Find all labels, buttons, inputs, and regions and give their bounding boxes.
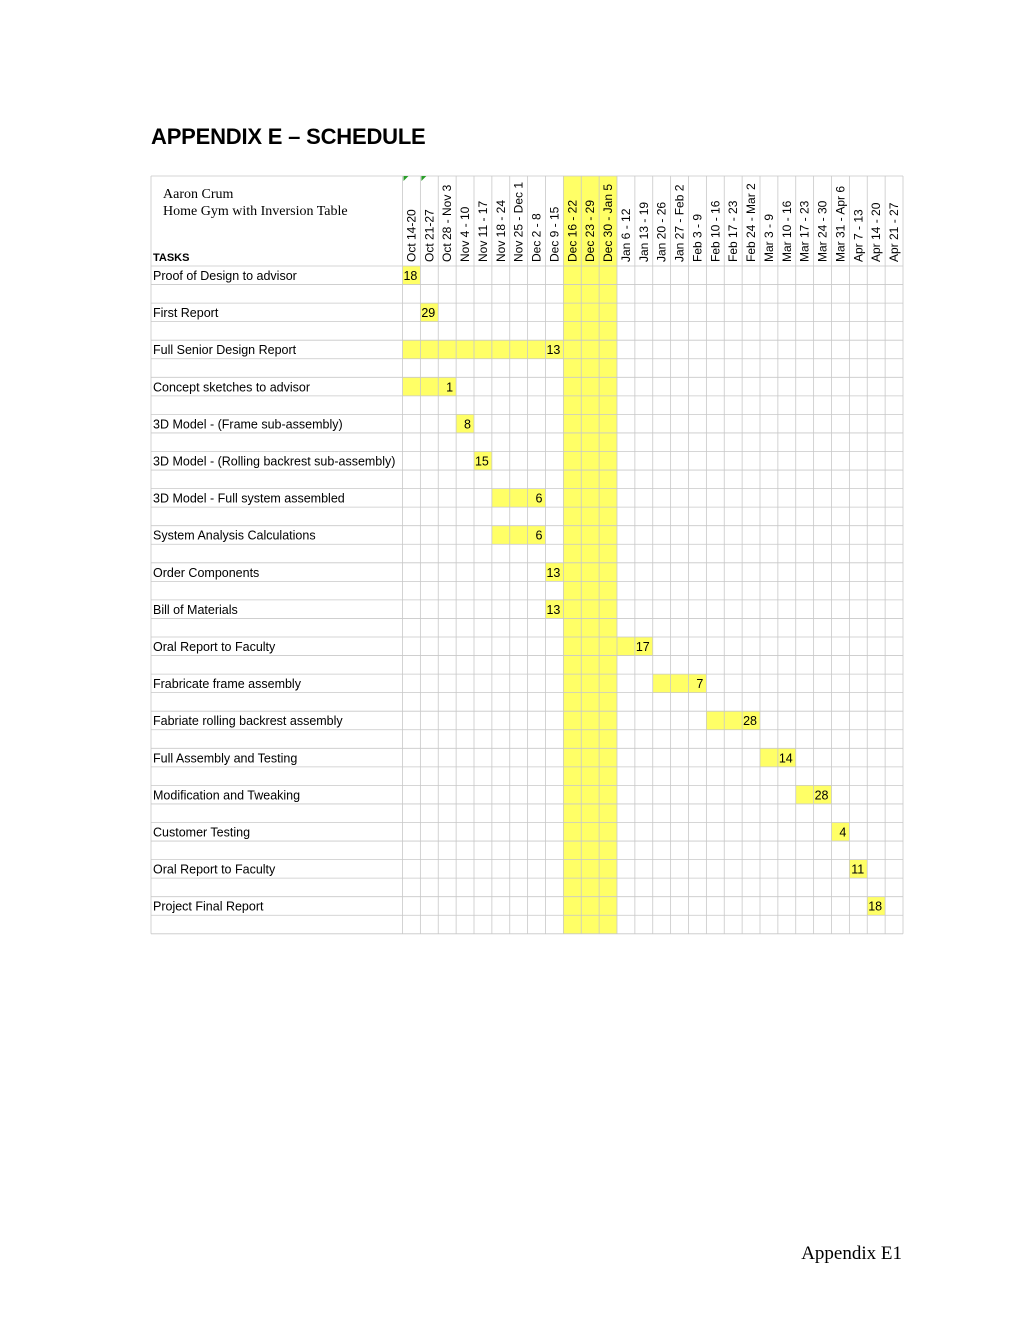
task-name: Modification and Tweaking: [153, 788, 301, 803]
task-due-label: 18: [868, 899, 883, 914]
task-due-label: 29: [421, 306, 436, 321]
task-due-label: 28: [743, 714, 757, 729]
week-label: Jan 6 - 12: [618, 208, 633, 262]
task-due-label: 6: [535, 491, 543, 506]
task-due-label: 15: [474, 454, 489, 469]
task-name: 3D Model - Full system assembled: [153, 491, 345, 506]
project-author: Aaron Crum: [163, 187, 234, 202]
week-label: Dec 23 - 29: [583, 199, 598, 262]
break-week-highlight: [563, 176, 581, 934]
week-label: Jan 27 - Feb 2: [672, 184, 687, 262]
week-label: Nov 11 - 17: [475, 200, 490, 262]
tasks-header: TASKS: [153, 252, 190, 264]
task-name: Frabricate frame assembly: [153, 677, 301, 692]
comment-marker: [404, 176, 409, 181]
week-label: Mar 17 - 23: [797, 200, 812, 262]
task-name: Full Assembly and Testing: [153, 751, 298, 766]
week-label: Mar 10 - 16: [779, 200, 794, 262]
task-name: Proof of Design to advisor: [153, 269, 297, 283]
week-label: Jan 13 - 19: [636, 201, 651, 262]
task-name: Full Senior Design Report: [153, 343, 297, 358]
week-label: Dec 30 - Jan 5: [601, 183, 616, 262]
week-label: Mar 3 - 9: [761, 213, 776, 262]
task-due-label: 18: [403, 269, 418, 283]
task-due-label: 8: [464, 417, 471, 432]
task-due-label: 4: [839, 825, 847, 840]
task-bar: [403, 340, 564, 359]
week-label: Feb 3 - 9: [690, 213, 705, 262]
task-due-label: 13: [546, 565, 561, 580]
task-name: Oral Report to Faculty: [153, 862, 276, 877]
task-due-label: 14: [778, 751, 793, 766]
task-name: Fabriate rolling backrest assembly: [153, 714, 343, 729]
task-name: System Analysis Calculations: [153, 528, 316, 543]
task-name: Order Components: [153, 565, 260, 580]
break-week-highlight: [599, 176, 617, 934]
week-label: Nov 25 - Dec 1: [511, 181, 526, 262]
page-footer: Appendix E1: [801, 1243, 902, 1264]
week-label: Apr 7 - 13: [851, 209, 866, 262]
project-title: Home Gym with Inversion Table: [163, 204, 348, 219]
task-due-label: 13: [546, 602, 561, 617]
week-label: Jan 20 - 26: [654, 201, 669, 262]
task-name: Project Final Report: [153, 899, 264, 914]
week-label: Dec 9 - 15: [547, 206, 562, 262]
task-name: Concept sketches to advisor: [153, 380, 311, 395]
break-week-highlight: [581, 176, 599, 934]
page-heading: APPENDIX E – SCHEDULE: [151, 124, 426, 149]
week-label: Feb 17 - 23: [726, 200, 741, 262]
week-label: Mar 24 - 30: [815, 200, 830, 262]
task-due-label: 13: [546, 343, 561, 358]
task-name: Customer Testing: [153, 825, 251, 840]
week-label: Apr 21 - 27: [887, 202, 902, 262]
task-name: First Report: [153, 306, 219, 321]
week-label: Dec 16 - 22: [565, 199, 580, 262]
task-name: Bill of Materials: [153, 602, 238, 617]
week-label: Oct 28 - Nov 3: [440, 184, 455, 262]
task-due-label: 1: [446, 380, 454, 395]
week-label: Feb 10 - 16: [708, 200, 723, 262]
week-label: Mar 31 - Apr 6: [833, 185, 848, 262]
week-label: Oct 21-27: [422, 209, 437, 262]
task-name: Oral Report to Faculty: [153, 640, 276, 654]
week-label: Nov 4 - 10: [458, 206, 473, 262]
comment-marker: [421, 176, 426, 181]
task-due-label: 7: [696, 677, 704, 692]
week-label: Nov 18 - 24: [493, 199, 508, 262]
task-name: 3D Model - (Rolling backrest sub-assembly): [153, 454, 396, 469]
task-due-label: 6: [535, 528, 543, 543]
week-label: Dec 2 - 8: [529, 213, 544, 262]
week-label: Oct 14-20: [404, 209, 419, 262]
task-due-label: 28: [814, 788, 829, 803]
task-due-label: 11: [851, 862, 865, 877]
task-due-label: 17: [635, 640, 650, 654]
week-label: Feb 24 - Mar 2: [744, 183, 759, 262]
week-label: Apr 14 - 20: [869, 202, 884, 262]
task-name: 3D Model - (Frame sub-assembly): [153, 417, 343, 432]
